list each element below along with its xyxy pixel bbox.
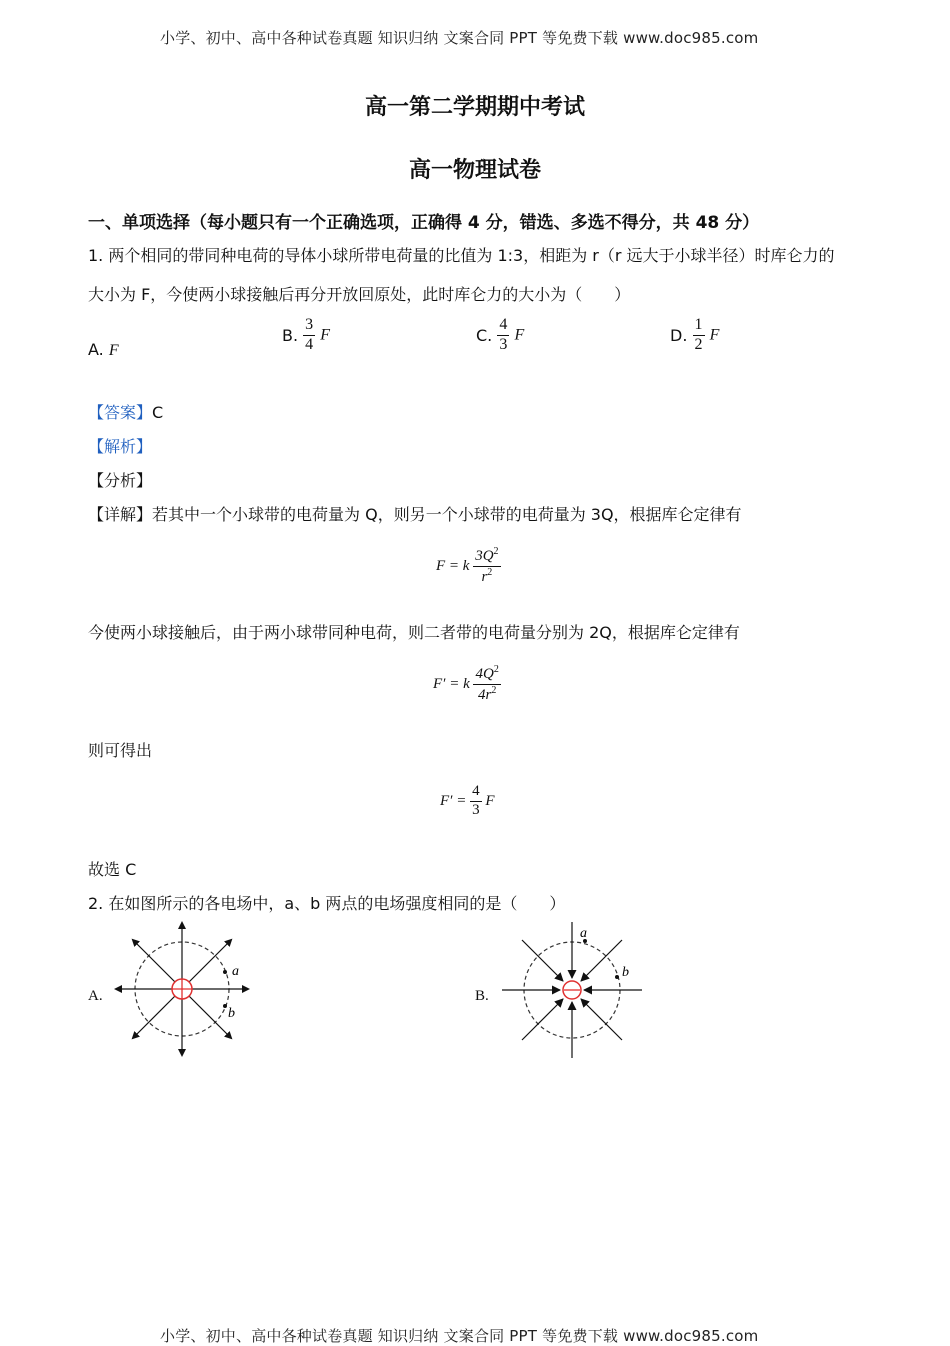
section-heading: 一、单项选择（每小题只有一个正确选项，正确得 4 分，错选、多选不得分，共 48 分） xyxy=(88,213,760,233)
figure-a-label: A. xyxy=(88,988,103,1004)
fraction-numerator: 4 xyxy=(470,784,482,802)
option-var: F xyxy=(108,342,119,359)
fraction-denominator: $4r^2$ xyxy=(477,684,497,703)
fraction-numerator: 3 xyxy=(303,317,315,336)
option-label: B. xyxy=(282,325,299,345)
q1-stem-line2: 大小为 F，今使两小球接触后再分开放回原处，此时库仑力的大小为（ ） xyxy=(88,285,631,304)
point-a xyxy=(223,970,227,974)
exam-title: 高一第二学期期中考试 xyxy=(364,95,585,120)
option-label: A. xyxy=(88,340,104,359)
point-b xyxy=(223,1004,227,1008)
q1-text2: 今使两小球接触后，由于两小球带同种电荷，则二者带的电荷量分别为 2Q，根据库仑定律有 xyxy=(88,623,740,642)
formula-fraction xyxy=(473,547,500,586)
answer-line xyxy=(88,400,163,423)
q1-option-a xyxy=(88,340,119,360)
option-fraction xyxy=(693,317,705,354)
fraction-denominator: 2 xyxy=(694,335,703,353)
option-label: D. xyxy=(670,325,688,345)
formula-3 xyxy=(440,784,495,819)
formula-1 xyxy=(436,547,501,586)
fenxi-tag: 【分析】 xyxy=(88,471,153,490)
fraction-denominator: 4 xyxy=(305,335,314,353)
detail-text: 若其中一个小球带的电荷量为 Q，则另一个小球带的电荷量为 3Q，根据库仑定律有 xyxy=(152,505,742,524)
formula-2 xyxy=(433,665,501,704)
fraction-denominator: $r^2$ xyxy=(481,566,493,585)
point-b-label: b xyxy=(622,965,629,980)
option-label: C. xyxy=(476,325,493,345)
detail-tag: 【详解】 xyxy=(88,505,153,524)
fraction-numerator: $4Q^2$ xyxy=(473,665,500,685)
page-header: 小学、初中、高中各种试卷真题 知识归纳 文案合同 PPT 等免费下载 www.doc985.com xyxy=(160,29,759,47)
fraction-denominator: 3 xyxy=(472,801,480,818)
q2-stem: 2. 在如图所示的各电场中，a、b 两点的电场强度相同的是（ ） xyxy=(88,894,566,913)
fraction-numerator: 4 xyxy=(497,317,509,336)
point-b-label: b xyxy=(228,1006,235,1021)
option-var: F xyxy=(320,326,331,344)
q1-text3: 则可得出 xyxy=(88,741,153,760)
fraction-denominator: 3 xyxy=(499,335,508,353)
fraction-numerator: 1 xyxy=(693,317,705,336)
point-a-label: a xyxy=(232,964,239,979)
fraction-numerator: $3Q^2$ xyxy=(473,547,500,567)
q1-option-c xyxy=(476,317,524,354)
figure-a-field-diagram xyxy=(112,920,252,1060)
point-a-label: a xyxy=(580,926,587,941)
page-footer: 小学、初中、高中各种试卷真题 知识归纳 文案合同 PPT 等免费下载 www.doc985.com xyxy=(160,1327,759,1345)
q1-stem-line1: 1. 两个相同的带同种电荷的导体小球所带电荷量的比值为 1:3，相距为 r（r 远大于小球半径）时库仑力的 xyxy=(88,246,835,265)
formula-var: F xyxy=(485,792,495,809)
option-fraction xyxy=(303,317,315,354)
formula-lhs: F′ = k xyxy=(433,675,470,692)
formula-lhs: F′ = xyxy=(440,792,467,809)
figure-b-field-diagram xyxy=(500,920,645,1060)
option-var: F xyxy=(709,326,720,344)
figure-b-label: B. xyxy=(475,988,489,1004)
point-b xyxy=(615,975,619,979)
q1-conclusion: 故选 C xyxy=(88,860,137,879)
option-var: F xyxy=(514,326,525,344)
answer-tag: 【答案】 xyxy=(88,403,153,422)
formula-fraction xyxy=(473,665,500,704)
analysis-tag: 【解析】 xyxy=(88,437,153,456)
paper-title: 高一物理试卷 xyxy=(408,158,541,183)
q1-option-d xyxy=(670,317,719,354)
q1-option-b xyxy=(282,317,330,354)
detail-line xyxy=(88,502,742,525)
formula-fraction xyxy=(470,784,482,819)
answer-value: C xyxy=(152,403,164,422)
option-fraction xyxy=(497,317,509,354)
formula-lhs: F = k xyxy=(436,557,470,574)
